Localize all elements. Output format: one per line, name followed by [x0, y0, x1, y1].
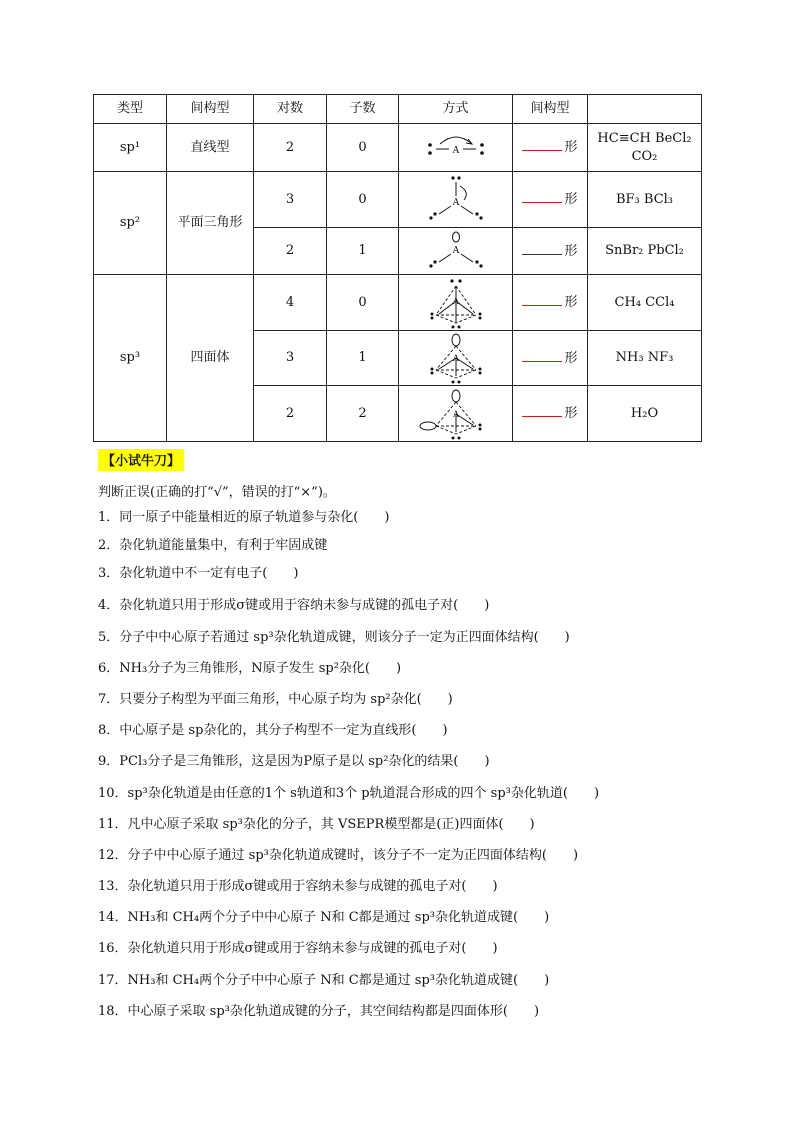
header-cell: 对数 — [254, 95, 327, 124]
answer-blank[interactable] — [522, 242, 562, 255]
lone-pair-cell: 1 — [327, 228, 399, 275]
lone-pair-cell: 0 — [327, 124, 399, 172]
answer-cell — [513, 124, 588, 172]
table-row — [94, 275, 702, 331]
lone-pair-cell: 0 — [327, 172, 399, 228]
question-item: 18．中心原子采取 sp³杂化轨道成键的分子，其空间结构都是四面体形( ) — [98, 1004, 540, 1019]
question-item: 2．杂化轨道能量集中，有利于牢固成键 — [98, 538, 328, 553]
answer-blank[interactable] — [522, 293, 562, 306]
question-item: 5．分子中中心原子若通过 sp³杂化轨道成键，则该分子一定为正四面体结构( ) — [98, 630, 570, 645]
examples-cell: HC≡CH BeCl₂ CO₂ — [588, 124, 702, 172]
answer-cell — [513, 275, 588, 331]
bent-sp2-diagram — [406, 229, 506, 273]
pair-count-cell: 4 — [254, 275, 327, 331]
answer-blank[interactable] — [522, 138, 562, 151]
question-item: 6．NH₃分子为三角锥形，N原子发生 sp²杂化( ) — [98, 661, 402, 676]
question-item: 16．杂化轨道只用于形成σ键或用于容纳未参与成键的孤电子对( ) — [98, 941, 498, 956]
examples-cell: H₂O — [588, 386, 702, 442]
center-atom-label: A — [451, 196, 460, 208]
question-item: 13．杂化轨道只用于形成σ键或用于容纳未参与成键的孤电子对( ) — [98, 879, 498, 894]
geometry-diagram-cell — [399, 386, 513, 442]
answer-blank[interactable] — [522, 190, 562, 203]
geometry-diagram-cell — [399, 172, 513, 228]
examples-cell: SnBr₂ PbCl₂ — [588, 228, 702, 275]
question-item: 7．只要分子构型为平面三角形，中心原子均为 sp²杂化( ) — [98, 692, 453, 707]
shape-suffix: 形 — [564, 406, 578, 422]
header-cell: 间构型 — [167, 95, 254, 124]
pair-count-cell: 3 — [254, 331, 327, 386]
answer-cell — [513, 228, 588, 275]
bent-sp3-diagram — [406, 388, 506, 440]
center-atom-label: A — [452, 353, 459, 363]
question-item: 1．同一原子中能量相近的原子轨道参与杂化( ) — [98, 510, 390, 525]
section-title: 【小试牛刀】 — [98, 449, 184, 471]
table-row — [94, 124, 702, 172]
geometry-diagram-cell — [399, 275, 513, 331]
answer-blank[interactable] — [522, 404, 562, 417]
question-item: 3．杂化轨道中不一定有电子( ) — [98, 566, 299, 581]
trigonal-pyramidal-diagram — [406, 332, 506, 384]
hybridization-table — [93, 94, 702, 442]
geometry-cell: 直线型 — [167, 124, 254, 172]
header-cell: 方式 — [399, 95, 513, 124]
geometry-diagram-cell — [399, 228, 513, 275]
answer-cell — [513, 386, 588, 442]
instructions: 判断正误(正确的打“√”，错误的打“×”)。 — [98, 485, 336, 500]
header-cell: 子数 — [327, 95, 399, 124]
answer-cell — [513, 172, 588, 228]
examples-cell: CH₄ CCl₄ — [588, 275, 702, 331]
header-cell — [588, 95, 702, 124]
geometry-cell: 平面三角形 — [167, 172, 254, 275]
table-row — [94, 172, 702, 228]
shape-suffix: 形 — [564, 192, 578, 208]
answer-cell — [513, 331, 588, 386]
center-atom-label: A — [452, 408, 459, 419]
examples-cell: BF₃ BCl₃ — [588, 172, 702, 228]
pair-count-cell: 2 — [254, 386, 327, 442]
geometry-diagram-cell — [399, 331, 513, 386]
lone-pair-cell: 2 — [327, 386, 399, 442]
question-item: 14．NH₃和 CH₄两个分子中中心原子 N和 C都是通过 sp³杂化轨道成键( ) — [98, 910, 550, 925]
pair-count-cell: 2 — [254, 124, 327, 172]
question-item: 10．sp³杂化轨道是由任意的1个 s轨道和3个 p轨道混合形成的四个 sp³杂化轨道( ) — [98, 786, 600, 801]
question-item: 17．NH₃和 CH₄两个分子中中心原子 N和 C都是通过 sp³杂化轨道成键( ) — [98, 973, 550, 988]
shape-suffix: 形 — [564, 295, 578, 311]
linear-geometry-diagram — [406, 128, 506, 168]
geometry-cell: 四面体 — [167, 275, 254, 442]
examples-cell: NH₃ NF₃ — [588, 331, 702, 386]
answer-blank[interactable] — [522, 349, 562, 362]
center-atom-label: A — [452, 295, 459, 306]
question-item: 11．凡中心原子采取 sp³杂化的分子，其 VSEPR模型都是(正)四面体( ) — [98, 817, 535, 832]
question-item: 9．PCl₃分子是三角锥形，这是因为P原子是以 sp²杂化的结果( ) — [98, 754, 490, 769]
shape-suffix: 形 — [564, 243, 578, 259]
shape-suffix: 形 — [564, 350, 578, 366]
header-cell: 类型 — [94, 95, 167, 124]
trigonal-planar-diagram — [406, 174, 506, 226]
table-header-row — [94, 95, 702, 124]
hybrid-type-cell: sp³ — [94, 275, 167, 442]
center-atom-label: A — [451, 144, 460, 156]
hybrid-type-cell: sp¹ — [94, 124, 167, 172]
question-item: 8．中心原子是 sp杂化的，其分子构型不一定为直线形( ) — [98, 723, 448, 738]
question-item: 4．杂化轨道只用于形成σ键或用于容纳未参与成键的孤电子对( ) — [98, 598, 490, 613]
geometry-diagram-cell — [399, 124, 513, 172]
pair-count-cell: 3 — [254, 172, 327, 228]
pair-count-cell: 2 — [254, 228, 327, 275]
lone-pair-cell: 0 — [327, 275, 399, 331]
question-item: 12．分子中中心原子通过 sp³杂化轨道成键时，该分子不一定为正四面体结构( ) — [98, 848, 579, 863]
tetrahedral-diagram — [406, 277, 506, 329]
shape-suffix: 形 — [564, 140, 578, 156]
center-atom-label: A — [451, 245, 460, 256]
lone-pair-cell: 1 — [327, 331, 399, 386]
hybrid-type-cell: sp² — [94, 172, 167, 275]
header-cell: 间构型 — [513, 95, 588, 124]
